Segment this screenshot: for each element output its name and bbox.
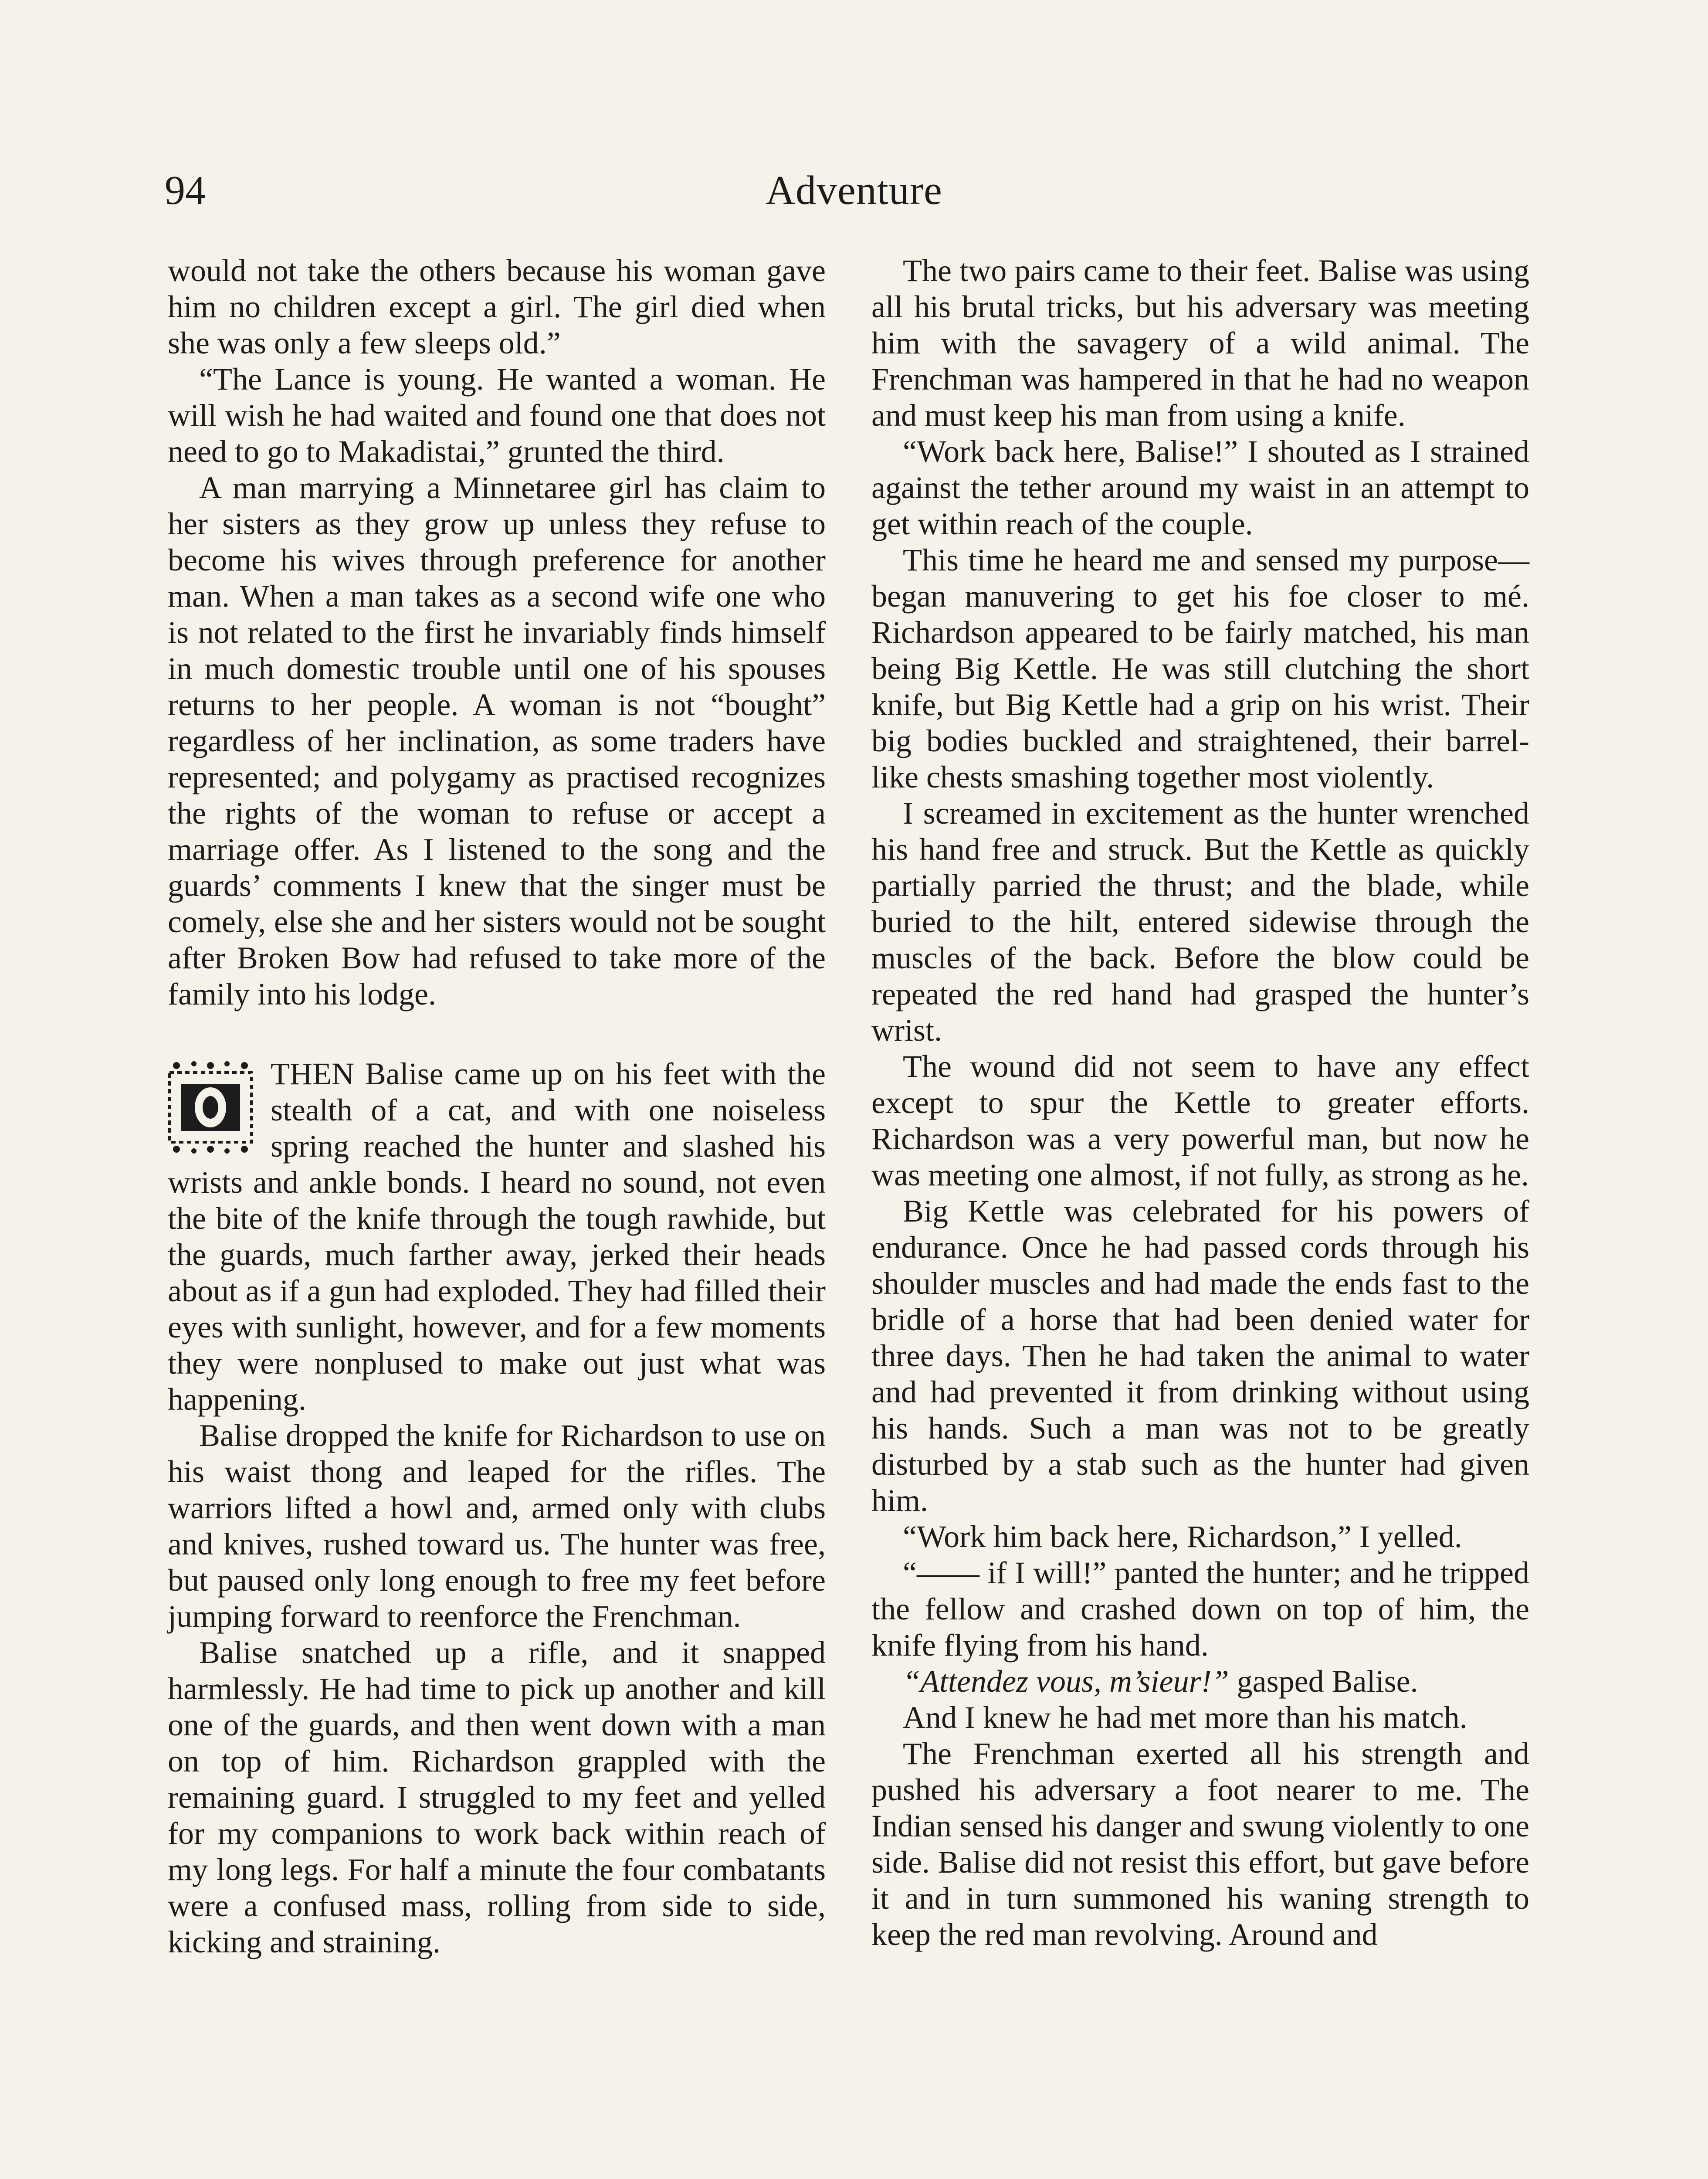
paragraph: “The Lance is young. He wanted a woman. He will wish he had waited and found one that does not need to go to Makadistai,” grunted the third.: [168, 362, 826, 469]
paragraph: “Work him back here, Richardson,” I yelled.: [903, 1519, 1462, 1554]
section-break: [168, 1012, 826, 1056]
paragraph: The Frenchman exerted all his strength and pushed his adversary a foot nearer to me. The Indian sensed his danger and swung violently to one side. Balise did not resist this effort, but gave before it and in turn summoned his waning strength to keep the red man revolving. Around and: [871, 1736, 1529, 1952]
paragraph: “—— if I will!” panted the hunter; and he tripped the fellow and crashed down on top of him, the knife flying from his hand.: [871, 1555, 1529, 1663]
left-column: [168, 253, 826, 1960]
paragraph: I screamed in excitement as the hunter wrenched his hand free and struck. But the Kettle as quickly partially parried the thrust; and the blade, while buried to the hilt, entered sidewise through the muscles of the back. Before the blow could be repeated the red hand had grasped the hunter’s wrist.: [871, 796, 1529, 1048]
quote-attribution: gasped Balise.: [1229, 1664, 1418, 1699]
french-quote: “Attendez vous, m’sieur!”: [903, 1664, 1229, 1699]
paragraph: This time he heard me and sensed my purpose—began manuvering to get his foe closer to mé. Richardson appeared to be fairly matched, his man being Big Kettle. He was still clutching the short knife, but Big Kettle had a grip on his wrist. Their big bodies buckled and straightened, their barrel-like chests smashing together most violently.: [871, 543, 1529, 794]
paragraph: Balise snatched up a rifle, and it snapped harmlessly. He had time to pick up another and kill one of the guards, and then went down with a man on top of him. Richardson grappled with the remaining guard. I struggled to my feet and yelled for my companions to work back within reach of my long legs. For half a minute the four combatants were a confused mass, rolling from side to side, kicking and straining.: [168, 1635, 826, 1959]
ornament-icon: [168, 1059, 253, 1154]
paragraph: Balise dropped the knife for Richardson to use on his waist thong and leaped for the rifles. The warriors lifted a howl and, armed only with clubs and knives, rushed toward us. The hunter was free, but paused only long enough to free my feet before jumping forward to reenforce the Frenchman.: [168, 1418, 826, 1634]
paragraph: [871, 1663, 1529, 1700]
paragraph: The wound did not seem to have any effect except to spur the Kettle to greater efforts. Richardson was a very powerful man, but now he was meeting one almost, if not fully, as strong as he.: [871, 1049, 1529, 1192]
page-number: 94: [165, 168, 206, 213]
paragraph: THEN Balise came up on his feet with the stealth of a cat, and with one noiseless spring reached the hunter and slashed his wrists and ankle bonds. I heard no sound, not even the bite of the knife through the tough rawhide, but the guards, much farther away, jerked their heads about as if a gun had exploded. They had filled their eyes with sunlight, however, and for a few moments they were nonplused to make out just what was happening.: [168, 1056, 826, 1417]
right-column: [871, 253, 1529, 1953]
paragraph: And I knew he had met more than his match.: [903, 1700, 1467, 1735]
paragraph: “Work back here, Balise!” I shouted as I strained against the tether around my waist in an attempt to get within reach of the couple.: [871, 434, 1529, 541]
paragraph: The two pairs came to their feet. Balise was using all his brutal tricks, but his adversary was meeting him with the savagery of a wild animal. The Frenchman was hampered in that he had no weapon and must keep his man from using a knife.: [871, 253, 1529, 433]
paragraph: A man marrying a Minnetaree girl has claim to her sisters as they grow up unless they refuse to become his wives through preference for another man. When a man takes as a second wife one who is not related to the first he invariably finds himself in much domestic trouble until one of his spouses returns to her people. A woman is not “bought” regardless of her inclination, as some traders have represented; and polygamy as practised recognizes the rights of the woman to refuse or accept a marriage offer. As I listened to the song and the guards’ comments I knew that the singer must be comely, else she and her sisters would not be sought after Broken Bow had refused to take more of the family into his lodge.: [168, 470, 826, 1011]
paragraph: would not take the others because his woman gave him no children except a girl. The girl died when she was only a few sleeps old.”: [168, 253, 826, 360]
paragraph: Big Kettle was celebrated for his powers of endurance. Once he had passed cords through his shoulder muscles and had made the ends fast to the bridle of a horse that had been denied water for three days. Then he had taken the animal to water and had prevented it from drinking without using his hands. Such a man was not to be greatly disturbed by a stab such as the hunter had given him.: [871, 1194, 1529, 1518]
running-title: Adventure: [766, 168, 942, 213]
